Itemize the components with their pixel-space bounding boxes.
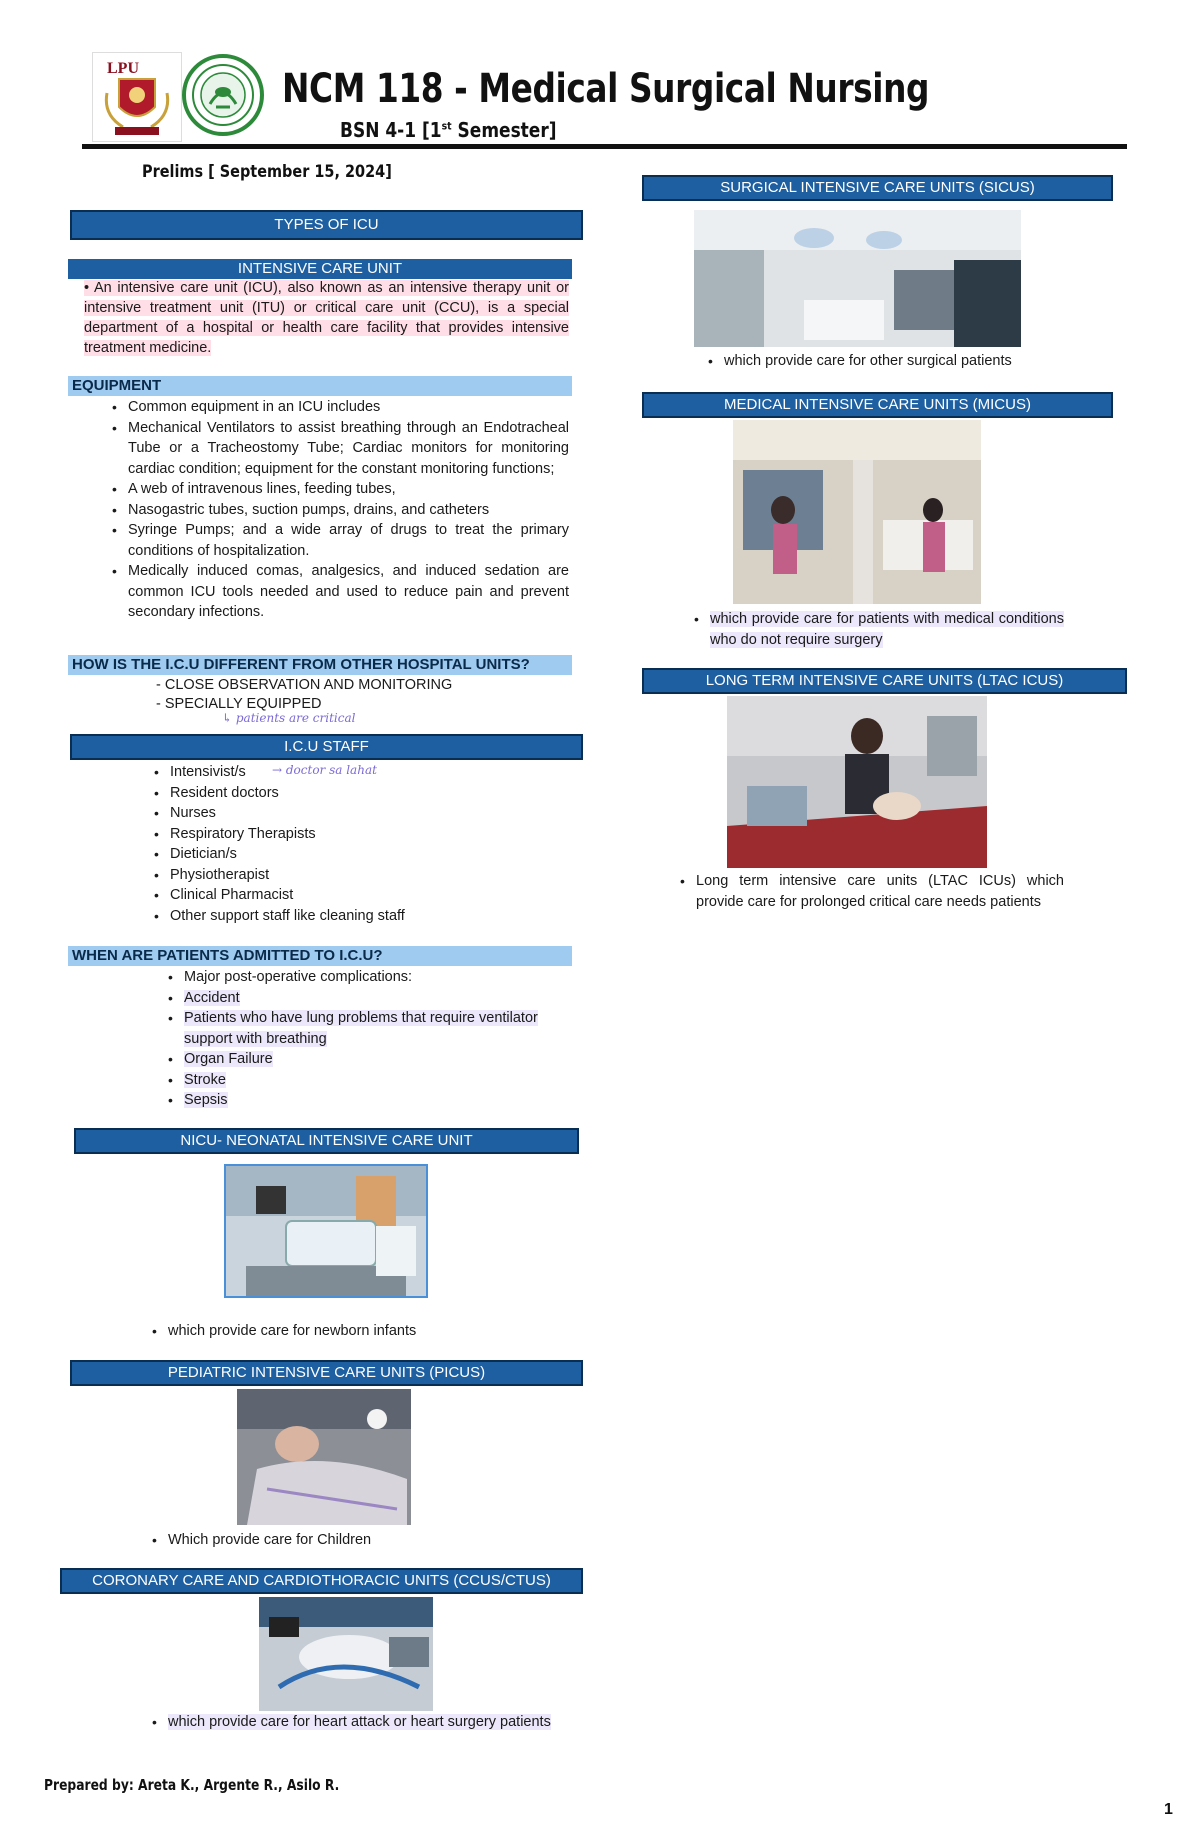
ltac-header: LONG TERM INTENSIVE CARE UNITS (LTAC ICUS) xyxy=(642,668,1127,694)
list-item xyxy=(166,1008,570,1049)
ltac-caption xyxy=(678,871,1064,912)
subtitle-text: BSN 4-1 [1 xyxy=(340,118,442,142)
admission-header: WHEN ARE PATIENTS ADMITTED TO I.C.U? xyxy=(68,946,572,966)
list-item: • Common equipment in an ICU includes xyxy=(110,397,569,418)
equipment-header: EQUIPMENT xyxy=(68,376,572,396)
lpu-crest-icon xyxy=(93,53,181,141)
list-item: • Major post-operative complications: xyxy=(166,967,570,988)
picu-caption xyxy=(150,1530,570,1551)
micu-caption xyxy=(692,609,1064,650)
list-item: • which provide care for newborn infants xyxy=(150,1321,570,1342)
list-item xyxy=(166,1070,570,1091)
exam-date: Prelims [ September 15, 2024] xyxy=(142,162,392,182)
micu-header: MEDICAL INTENSIVE CARE UNITS (MICUS) xyxy=(642,392,1113,418)
list-item: • Which provide care for Children xyxy=(150,1530,570,1551)
ccu-photo xyxy=(259,1597,433,1711)
sicu-room-image xyxy=(694,210,1021,347)
picu-header: PEDIATRIC INTENSIVE CARE UNITS (PICUS) xyxy=(70,1360,583,1386)
icu-header: INTENSIVE CARE UNIT xyxy=(68,259,572,279)
ltac-photo xyxy=(727,696,987,868)
handwritten-note-doctor: → doctor sa lahat xyxy=(272,763,377,777)
course-subtitle xyxy=(340,118,556,142)
list-item-text: Patients who have lung problems that require ventilator support with breathing xyxy=(184,1010,538,1047)
handwritten-note-patients: ↳ patients are critical xyxy=(222,711,356,725)
nicu-photo xyxy=(224,1164,428,1298)
page-number: 1 xyxy=(1164,1801,1173,1818)
micu-ward-image xyxy=(733,420,981,604)
list-item: • Dietician/s xyxy=(152,844,492,865)
difference-item: - SPECIALLY EQUIPPED xyxy=(156,696,322,712)
list-item-text: Accident xyxy=(184,989,240,1006)
list-item-text: Sepsis xyxy=(184,1092,228,1108)
nicu-header: NICU- NEONATAL INTENSIVE CARE UNIT xyxy=(74,1128,579,1154)
sicu-photo xyxy=(694,210,1021,347)
admission-list xyxy=(166,967,570,1111)
ltac-patient-image xyxy=(727,696,987,868)
list-item: • A web of intravenous lines, feeding tubes, xyxy=(110,479,569,500)
icu-definition xyxy=(84,278,569,358)
sicu-caption xyxy=(706,351,1106,372)
list-item xyxy=(692,609,1064,650)
list-item: • Physiotherapist xyxy=(152,865,492,886)
list-item: • Resident doctors xyxy=(152,783,492,804)
prepared-by: Prepared by: Areta K., Argente R., Asilo R. xyxy=(44,1776,340,1794)
list-item xyxy=(166,1090,570,1111)
icu-staff-header: I.C.U STAFF xyxy=(70,734,583,760)
types-of-icu-header: TYPES OF ICU xyxy=(70,210,583,240)
list-item xyxy=(166,988,570,1009)
list-item: • Medically induced comas, analgesics, and induced sedation are common ICU tools needed and used to reduce pain and prevent secondary infections. xyxy=(110,561,569,623)
list-item: • Nurses xyxy=(152,803,492,824)
ccu-header: CORONARY CARE AND CARDIOTHORACIC UNITS (CCUS/CTUS) xyxy=(60,1568,583,1594)
page-title: NCM 118 - Medical Surgical Nursing xyxy=(282,66,930,112)
svg-text:LPU: LPU xyxy=(107,60,139,77)
list-item-text: Organ Failure xyxy=(184,1051,273,1067)
ccu-surgery-image xyxy=(259,1597,433,1711)
list-item: • Clinical Pharmacist xyxy=(152,885,492,906)
list-item-text: which provide care for patients with medical conditions who do not require surgery xyxy=(710,611,1064,648)
list-item: • Intensivist/s xyxy=(152,762,492,783)
subtitle-sup: st xyxy=(441,119,452,133)
list-item: • Nasogastric tubes, suction pumps, drains, and catheters xyxy=(110,500,569,521)
micu-photo xyxy=(733,420,981,604)
picu-child-image xyxy=(237,1389,411,1525)
nursing-seal-icon xyxy=(182,52,264,138)
staff-list xyxy=(152,762,492,926)
picu-photo xyxy=(237,1389,411,1525)
nursing-logo xyxy=(182,52,264,138)
list-item xyxy=(166,1049,570,1070)
list-item-text: Stroke xyxy=(184,1071,226,1088)
difference-item: - CLOSE OBSERVATION AND MONITORING xyxy=(156,677,453,693)
list-item: • Syringe Pumps; and a wide array of drugs to treat the primary conditions of hospitalization. xyxy=(110,520,569,561)
ccu-caption xyxy=(150,1712,570,1733)
nicu-incubator-image xyxy=(226,1166,426,1296)
header-divider xyxy=(82,144,1127,149)
sicu-header: SURGICAL INTENSIVE CARE UNITS (SICUS) xyxy=(642,175,1113,201)
list-item-text: which provide care for heart attack or heart surgery patients xyxy=(168,1714,551,1730)
list-item xyxy=(150,1712,570,1733)
list-item: • which provide care for other surgical patients xyxy=(706,351,1106,372)
lpu-logo xyxy=(92,52,182,142)
subtitle-end: Semester] xyxy=(451,118,557,142)
list-item: • Other support staff like cleaning staff xyxy=(152,906,492,927)
equipment-list xyxy=(110,397,569,623)
list-item: • Mechanical Ventilators to assist breathing through an Endotracheal Tube or a Tracheostomy Tube; Cardiac monitors for monitoring cardiac condition; equipment for the constant monitoring functions; xyxy=(110,418,569,480)
list-item: • Long term intensive care units (LTAC ICUs) which provide care for prolonged critical care needs patients xyxy=(678,871,1064,912)
icu-difference-header: HOW IS THE I.C.U DIFFERENT FROM OTHER HOSPITAL UNITS? xyxy=(68,655,572,675)
icu-definition-text: • An intensive care unit (ICU), also known as an intensive therapy unit or intensive treatment unit (ITU) or critical care unit (CCU), is a special department of a hospital or health care facility that provides intensive treatment medicine. xyxy=(84,280,569,356)
nicu-caption xyxy=(150,1321,570,1342)
list-item: • Respiratory Therapists xyxy=(152,824,492,845)
